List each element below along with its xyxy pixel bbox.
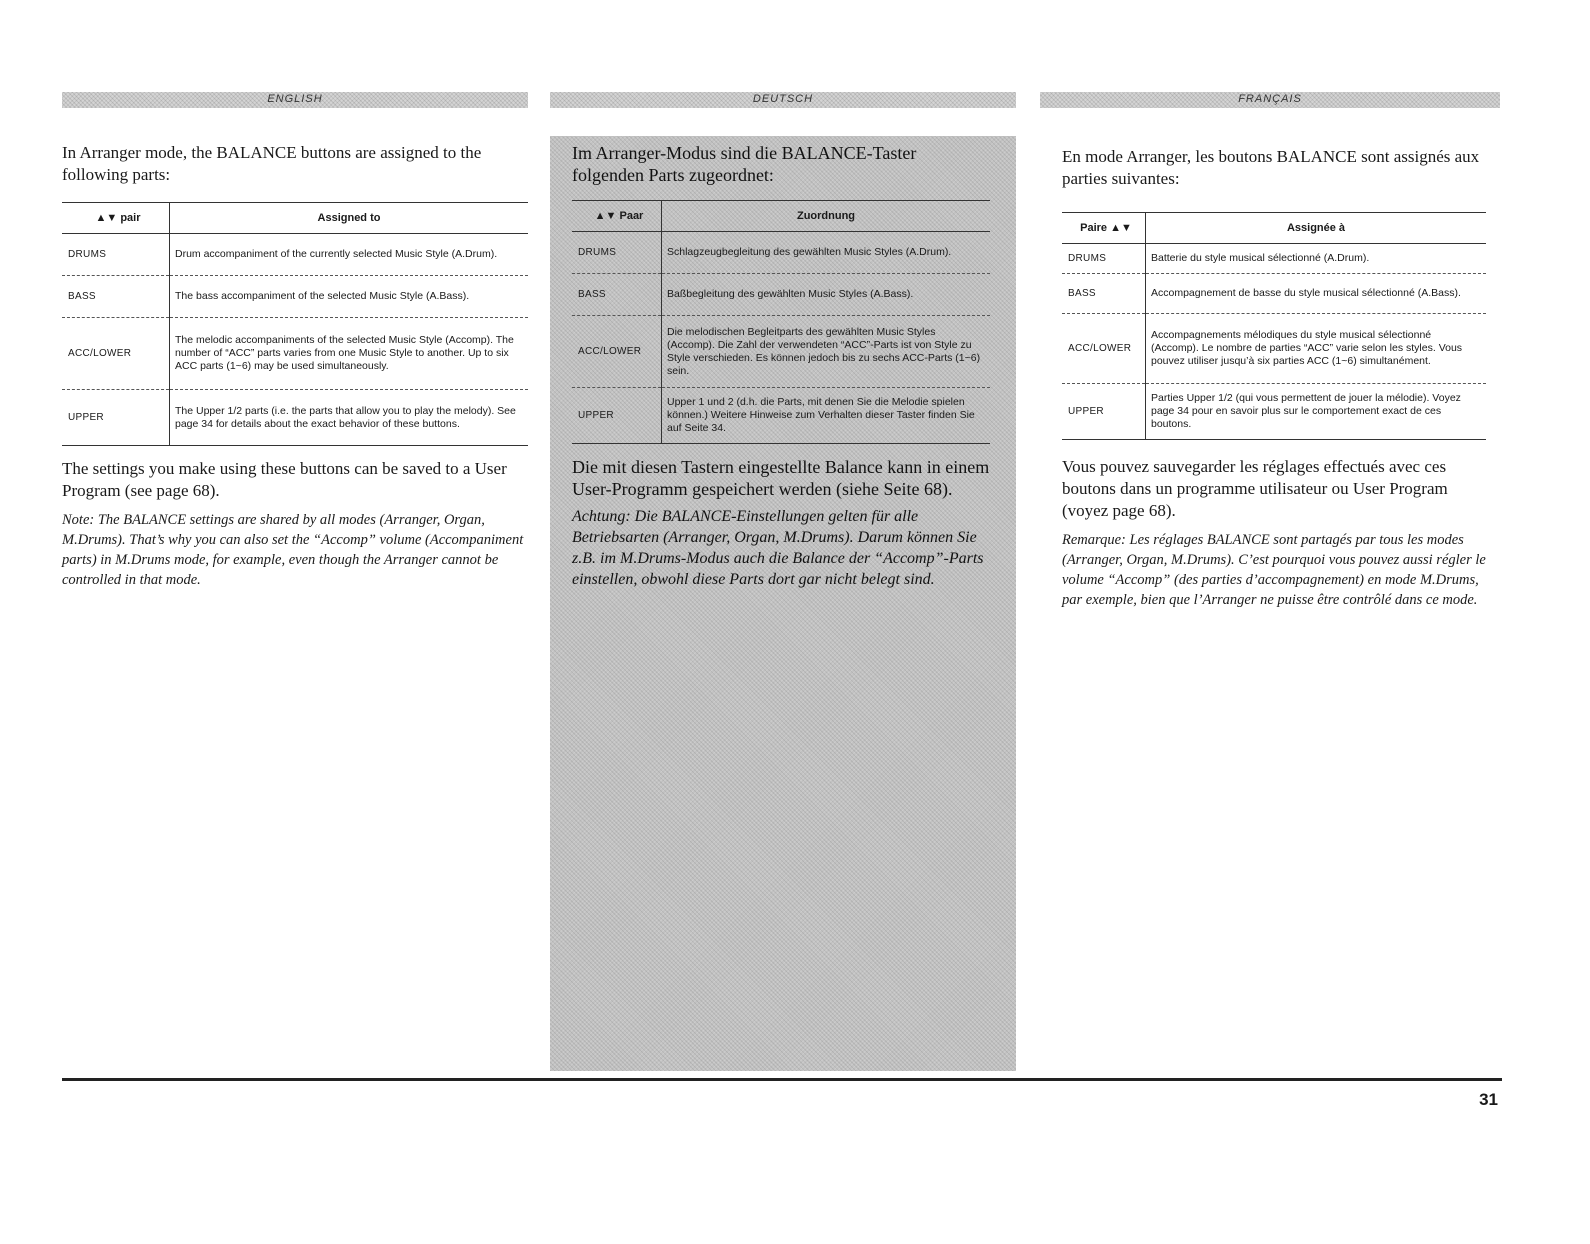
deutsch-parts-table xyxy=(572,200,990,444)
francais-note: Remarque: Les réglages BALANCE sont partagés par tous les modes (Arranger, Organ, M.Drums). C’est pourquoi vous pouvez aussi régler le volume “Accomp” (des parties d’accompagnement) en mode M.Drums, par exemple, bien que l’Arranger ne puisse être contrôlé dans ce mode. xyxy=(1062,532,1486,608)
table-row-key: ACC/LOWER xyxy=(572,316,662,388)
table-header-assigned: Assigned to xyxy=(170,203,529,234)
table-row xyxy=(62,318,528,390)
table-row xyxy=(1062,274,1486,314)
table-row xyxy=(1062,244,1486,274)
table-row xyxy=(572,316,990,388)
table-row-text: Drum accompaniment of the currently selected Music Style (A.Drum). xyxy=(170,234,529,276)
francais-content xyxy=(1040,146,1486,610)
table-row-key: UPPER xyxy=(572,388,662,444)
table-row-key: ACC/LOWER xyxy=(1062,314,1146,384)
footer-rule xyxy=(62,1078,1502,1081)
deutsch-header-label: DEUTSCH xyxy=(752,93,814,105)
table-header-assigned: Assignée à xyxy=(1146,213,1487,244)
table-header-assigned: Zuordnung xyxy=(662,201,991,232)
table-row xyxy=(572,388,990,444)
table-header-row xyxy=(572,201,990,232)
table-header-pair: Paire ▲▼ xyxy=(1062,213,1146,244)
english-note: Note: The BALANCE settings are shared by all modes (Arranger, Organ, M.Drums). That’s why you can also set the “Accomp” volume (Accompaniment parts) in M.Drums mode, for example, even though the Arranger cannot be controlled in that mode. xyxy=(62,512,524,588)
deutsch-column xyxy=(550,92,1016,588)
francais-after-text: Vous pouvez sauvegarder les réglages effectués avec ces boutons dans un programme utilisateur ou User Program (voyez page 68). xyxy=(1062,457,1448,520)
table-row xyxy=(62,390,528,446)
table-row xyxy=(1062,314,1486,384)
table-row xyxy=(572,274,990,316)
english-header-label: ENGLISH xyxy=(267,93,323,105)
english-parts-table xyxy=(62,202,528,446)
deutsch-content xyxy=(572,142,990,590)
francais-intro: En mode Arranger, les boutons BALANCE sont assignés aux parties suivantes: xyxy=(1062,147,1480,188)
table-row-text: Schlagzeugbegleitung des gewählten Music Styles (A.Drum). xyxy=(662,232,991,274)
table-row xyxy=(572,232,990,274)
table-header-row xyxy=(1062,213,1486,244)
table-row-text: Parties Upper 1/2 (qui vous permettent de jouer la mélodie). Voyez page 34 pour en savoir plus sur le comportement exact de ces boutons. xyxy=(1146,384,1487,440)
table-row-key: UPPER xyxy=(62,390,170,446)
table-row xyxy=(62,234,528,276)
deutsch-note: Achtung: Die BALANCE-Einstellungen gelten für alle Betriebsarten (Arranger, Organ, M.Drums). Darum können Sie z.B. im M.Drums-Modus auch die Balance der “Accomp”-Parts einstellen, obwohl diese Parts dort gar nicht belegt sind. xyxy=(572,508,984,588)
table-header-row xyxy=(62,203,528,234)
deutsch-shaded-panel xyxy=(550,136,1016,1071)
table-row-text: Accompagnements mélodiques du style musical sélectionné (Accomp). Le nombre de parties “ACC” varie selon les styles. Vous pouvez utiliser jusqu’à six parties ACC (1~6) simultanément. xyxy=(1146,314,1487,384)
table-header-pair: ▲▼ Paar xyxy=(572,201,662,232)
table-row-key: DRUMS xyxy=(1062,244,1146,274)
english-column xyxy=(62,92,528,590)
table-row-text: Baßbegleitung des gewählten Music Styles (A.Bass). xyxy=(662,274,991,316)
francais-parts-table xyxy=(1062,212,1486,440)
table-row-key: BASS xyxy=(572,274,662,316)
deutsch-after-text: Die mit diesen Tastern eingestellte Balance kann in einem User-Programm gespeichert werden (siehe Seite 68). xyxy=(572,457,990,499)
table-row-key: DRUMS xyxy=(62,234,170,276)
page-number: 31 xyxy=(1479,1090,1498,1109)
table-header-pair: ▲▼ pair xyxy=(62,203,170,234)
table-row-text: The melodic accompaniments of the selected Music Style (Accomp). The number of “ACC” parts varies from one Music Style to another. Up to six ACC parts (1~6) may be used simultaneously. xyxy=(170,318,529,390)
english-header-bar xyxy=(62,92,528,108)
francais-column xyxy=(1040,92,1500,610)
table-row-key: BASS xyxy=(62,276,170,318)
table-row-key: UPPER xyxy=(1062,384,1146,440)
francais-header-bar xyxy=(1040,92,1500,108)
english-after-text: The settings you make using these buttons can be saved to a User Program (see page 68). xyxy=(62,459,507,500)
table-row xyxy=(62,276,528,318)
english-intro: In Arranger mode, the BALANCE buttons are assigned to the following parts: xyxy=(62,143,482,184)
table-row-text: The bass accompaniment of the selected Music Style (A.Bass). xyxy=(170,276,529,318)
table-row-key: BASS xyxy=(1062,274,1146,314)
francais-header-label: FRANÇAIS xyxy=(1238,93,1302,105)
table-row-text: Die melodischen Begleitparts des gewählten Music Styles (Accomp). Die Zahl der verwendeten “ACC”-Parts ist von Style zu Style verschieden. Es können jedoch bis zu sechs ACC-Parts (1~6) sein. xyxy=(662,316,991,388)
table-row-text: The Upper 1/2 parts (i.e. the parts that allow you to play the melody). See page 34 for details about the exact behavior of these buttons. xyxy=(170,390,529,446)
table-row-text: Upper 1 und 2 (d.h. die Parts, mit denen Sie die Melodie spielen können.) Weitere Hinweise zum Verhalten dieser Taster finden Sie auf Seite 34. xyxy=(662,388,991,444)
deutsch-header-bar xyxy=(550,92,1016,108)
table-row xyxy=(1062,384,1486,440)
table-row-text: Accompagnement de basse du style musical sélectionné (A.Bass). xyxy=(1146,274,1487,314)
table-row-key: DRUMS xyxy=(572,232,662,274)
table-row-text: Batterie du style musical sélectionné (A.Drum). xyxy=(1146,244,1487,274)
deutsch-intro: Im Arranger-Modus sind die BALANCE-Taster folgenden Parts zugeordnet: xyxy=(572,143,917,185)
table-row-key: ACC/LOWER xyxy=(62,318,170,390)
